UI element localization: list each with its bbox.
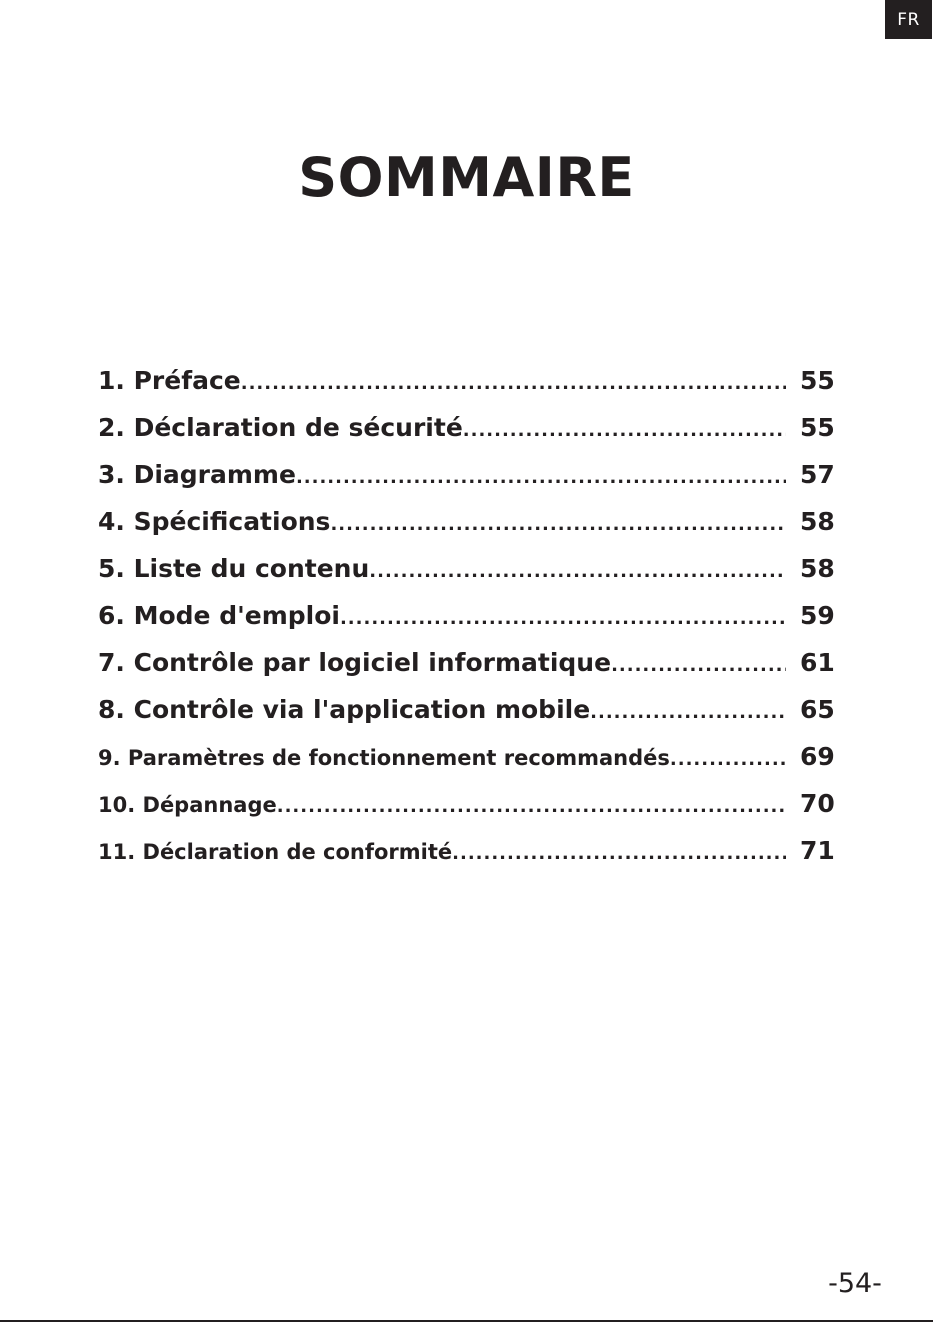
toc-item-label: 8. Contrôle via l'application mobile [98,695,591,724]
table-of-contents [98,366,834,883]
toc-item-mobile-app-control[interactable] [98,695,834,742]
toc-item-label: 3. Diagramme [98,460,296,489]
toc-item-page: 58 [800,554,835,583]
toc-leader-dots [296,467,786,488]
toc-item-page: 65 [800,695,835,724]
toc-leader-dots [330,514,786,535]
toc-leader-dots [670,749,786,770]
toc-item-page: 61 [800,648,835,677]
toc-item-label: 11. Déclaration de conformité [98,840,453,864]
toc-item-label: 9. Paramètres de fonctionnement recommandés [98,746,670,770]
toc-item-specifications[interactable] [98,507,834,554]
page-title: SOMMAIRE [298,146,635,209]
toc-item-page: 57 [800,460,835,489]
toc-item-page: 59 [800,601,835,630]
toc-item-label: 6. Mode d'emploi [98,601,340,630]
toc-item-label: 4. Spécifications [98,507,331,536]
toc-item-label: 7. Contrôle par logiciel informatique [98,648,612,677]
toc-item-page: 58 [800,507,835,536]
toc-item-safety-declaration[interactable] [98,413,834,460]
toc-item-instructions[interactable] [98,601,834,648]
toc-leader-dots [369,561,786,582]
page-number: -54- [828,1268,882,1299]
toc-leader-dots [463,420,786,441]
toc-item-contents-list[interactable] [98,554,834,601]
toc-item-page: 71 [800,836,835,865]
toc-item-software-control[interactable] [98,648,834,695]
toc-leader-dots [241,373,786,394]
toc-item-recommended-settings[interactable] [98,742,834,789]
toc-item-troubleshooting[interactable] [98,789,834,836]
toc-item-diagram[interactable] [98,460,834,507]
toc-item-page: 55 [800,366,835,395]
toc-item-label: 10. Dépannage [98,793,277,817]
toc-item-conformity-declaration[interactable] [98,836,834,883]
toc-item-label: 2. Déclaration de sécurité [98,413,463,442]
language-tab: FR [885,0,932,39]
toc-item-label: 1. Préface [98,366,241,395]
toc-leader-dots [277,796,786,817]
toc-item-label: 5. Liste du contenu [98,554,370,583]
toc-item-preface[interactable] [98,366,834,413]
toc-leader-dots [452,843,786,864]
toc-leader-dots [611,655,786,676]
toc-item-page: 69 [800,742,835,771]
bottom-divider [0,1320,933,1322]
toc-item-page: 70 [800,789,835,818]
toc-leader-dots [590,702,786,723]
toc-leader-dots [340,608,786,629]
toc-item-page: 55 [800,413,835,442]
